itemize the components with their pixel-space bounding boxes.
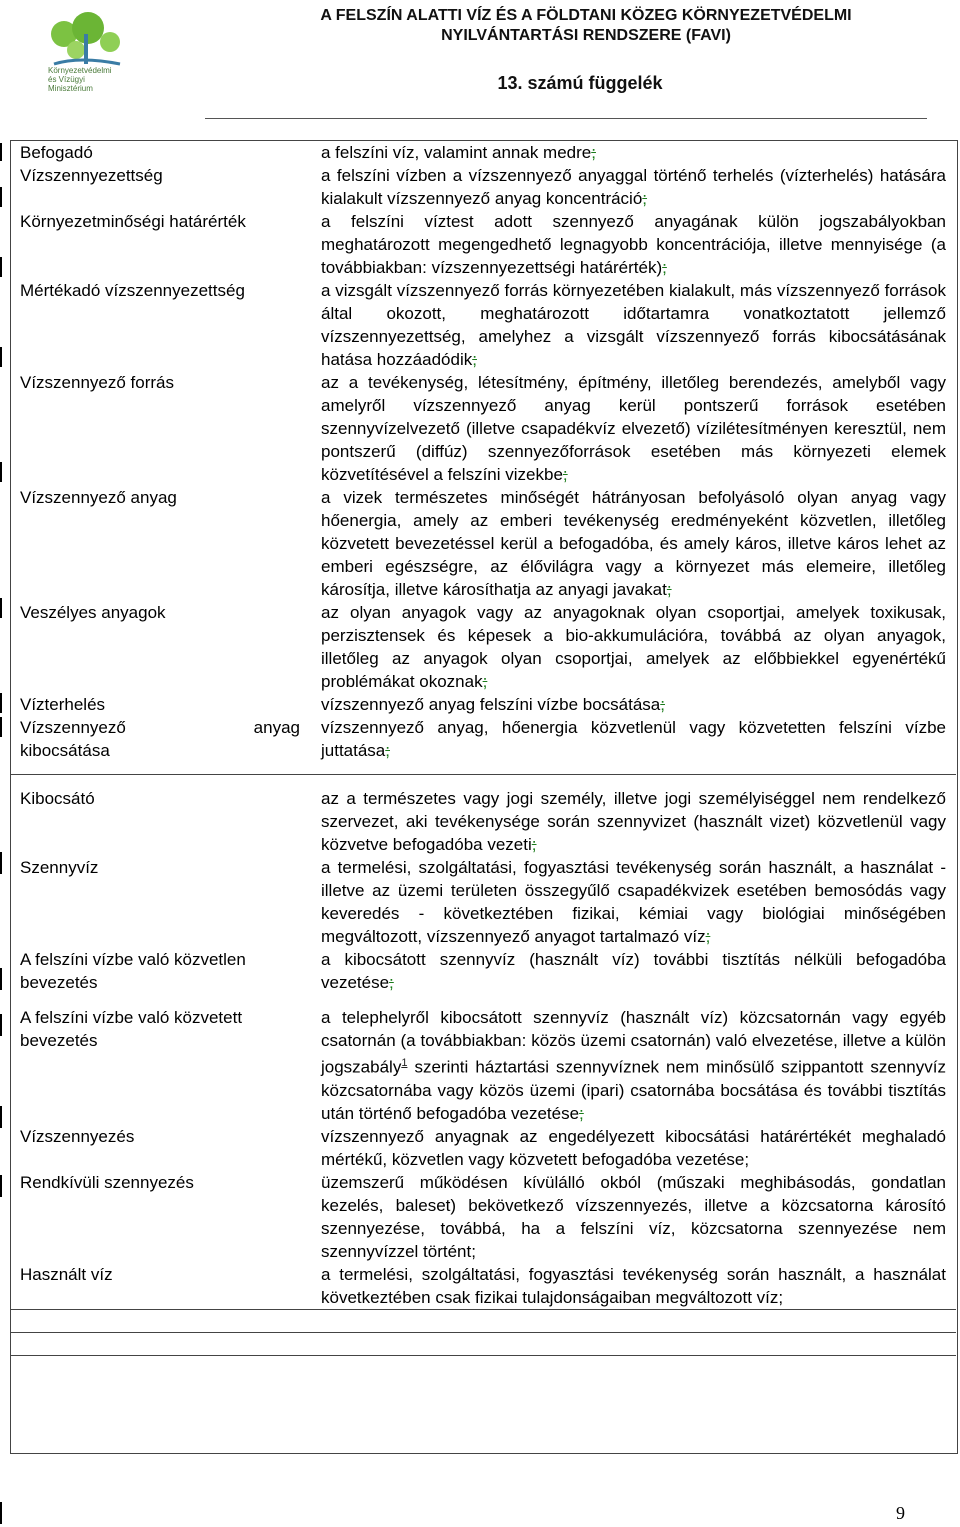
table-row	[11, 164, 956, 210]
table-row	[11, 1263, 956, 1310]
deleted-semicolon: ;	[472, 350, 477, 369]
term: Használt víz	[11, 1263, 310, 1310]
deleted-semicolon: ;	[662, 258, 667, 277]
table-row	[11, 371, 956, 486]
definition	[310, 948, 956, 994]
revision-bar	[0, 968, 2, 990]
table-row	[11, 1171, 956, 1263]
revision-bar	[0, 1175, 2, 1197]
deleted-semicolon: ;	[389, 973, 394, 992]
deleted-semicolon: ;	[579, 1103, 584, 1123]
revision-bar	[0, 1502, 2, 1524]
term: A felszíni vízbe való közvetlen bevezetés	[20, 950, 246, 992]
definition: üzemszerű működésen kívülálló okból (műszaki meghibásodás, gondatlan kezelés, baleset) bekövetkező vízszennyezés, illetve a közcsatorna károsító szennyezése, továbbá, ha a felszíni víz, közcsatorna szennyezése nem szennyvízzel történt;	[321, 1172, 946, 1261]
term: Vízszennyező anyag	[20, 488, 177, 507]
empty-row	[11, 1309, 956, 1332]
definition	[310, 164, 956, 210]
term	[11, 716, 310, 775]
term-part: anyag	[253, 718, 300, 737]
table-row	[11, 787, 956, 856]
definition	[310, 1006, 956, 1125]
revision-bar	[0, 347, 2, 367]
term: Veszélyes anyagok	[20, 603, 166, 622]
revision-bar	[0, 598, 2, 618]
title-line-2: NYILVÁNTARTÁSI RENDSZERE (FAVI)	[441, 27, 731, 44]
definition-text: a telephelyről kibocsátott szennyvíz (használt víz) közcsatornán vagy egyéb csatornán (a továbbiakban: közös üzemi csatornán) való elvezetése, illetve a külön jogszabály	[321, 1008, 946, 1077]
definition-text: a felszíni víz, valamint annak medre	[321, 143, 592, 162]
table-row	[11, 1125, 956, 1171]
definition-text: a vizek természetes minőségét hátrányosan befolyásoló olyan anyag vagy hőenergia, amely az emberi tevékenység eredményeként közvetlen, illetőleg közvetett bevezetéssel kerül a befogadóba, és amely káros, illetve káros lehet az emberi egészségre, az élővilágra vagy a környezet más elemeire, illetőleg károsítja, illetve károsíthatja az anyagi javakat	[321, 488, 946, 599]
table-row	[11, 1006, 956, 1125]
page-number: 9	[896, 1503, 905, 1523]
definition	[310, 371, 956, 486]
definition-text: az a természetes vagy jogi személy, illetve jogi személyiséggel nem rendelkező szervezet, aki tevékenysége során szennyvizet (használt vizet) közvetlenül vagy közvetve befogadóba vezeti	[321, 789, 946, 854]
term-part: kibocsátása	[20, 741, 110, 760]
appendix-label: 13. számú függelék	[497, 73, 663, 93]
definition-text: a felszíni vízben a vízszennyező anyaggal történő terhelés (vízterhelés) hatására kialakult vízszennyező anyag koncentráció	[321, 166, 946, 208]
definition-text: a kibocsátott szennyvíz (használt víz) további tisztítás nélküli befogadóba vezetése	[321, 950, 946, 992]
revision-bar	[0, 187, 2, 207]
logo-text	[48, 66, 148, 93]
definition	[310, 856, 956, 948]
term: Környezetminőségi határérték	[20, 212, 246, 231]
term: Vízterhelés	[20, 695, 106, 714]
table-row	[11, 716, 956, 775]
table-row	[11, 210, 956, 279]
definition-text: az a tevékenység, létesítmény, építmény, illetőleg berendezés, amelyből vagy amelyről vízszennyező anyag kerül pontszerű források esetében szennyvízelvezető (illetve csapadékvíz elvezető) vízilétesítményen keresztül, nem pontszerű (diffúz) szennyezőforrások esetében más környezeti elemek közvetítésével a felszíni vizekbe	[321, 373, 946, 484]
revision-bar	[0, 1106, 2, 1128]
definition	[310, 210, 956, 279]
revision-bar	[0, 257, 2, 277]
document-title	[212, 6, 960, 46]
definition	[310, 141, 956, 164]
deleted-semicolon: ;	[562, 465, 568, 484]
term: A felszíni vízbe való közvetett bevezetés	[20, 1008, 243, 1050]
deleted-semicolon: ;	[642, 189, 648, 208]
deleted-semicolon: ;	[660, 695, 665, 714]
definition-text: a felszíni víztest adott szennyező anyagának külön jogszabályokban meghatározott megengedhető legnagyobb koncentrációja, illetve mennyisége (a továbbiakban: vízszennyezettségi határérték)	[321, 212, 946, 277]
logo-line: és Vízügyi	[48, 75, 85, 84]
definitions-table	[11, 141, 956, 1356]
term-part: Vízszennyező	[20, 718, 126, 737]
table-row	[11, 279, 956, 371]
definition	[310, 601, 956, 693]
definition	[310, 486, 956, 601]
definition: vízszennyező anyagnak az engedélyezett kibocsátási határértékét meghaladó mértékű, közvetlen vagy közvetett befogadóba vezetése;	[321, 1126, 946, 1169]
deleted-semicolon: ;	[482, 672, 488, 691]
header-divider	[205, 118, 927, 119]
definition-text: az olyan anyagok vagy az anyagoknak olyan csoportjai, amelyek toxikusak, perzisztensek és képesek a bio-akkumulációra, továbbá az olyan anyagok, illetőleg az anyagok olyan csoportjai, amelyek az előbbiekkel egyenértékű problémákat okoznak	[321, 603, 946, 691]
table-row	[11, 693, 956, 716]
table-row	[11, 486, 956, 601]
definition	[310, 716, 956, 775]
logo-line: Környezetvédelmi	[48, 66, 112, 75]
term: Befogadó	[20, 143, 93, 162]
revision-bar	[0, 1014, 2, 1036]
deleted-semicolon: ;	[591, 143, 596, 162]
logo-line: Minisztérium	[48, 84, 93, 93]
term: Kibocsátó	[20, 789, 95, 808]
deleted-semicolon: ;	[666, 580, 672, 599]
term: Vízszennyező forrás	[20, 373, 175, 392]
deleted-semicolon: ;	[705, 927, 711, 946]
revision-bar	[0, 852, 2, 874]
empty-row	[11, 1332, 956, 1355]
title-line-1: A FELSZÍN ALATTI VÍZ ÉS A FÖLDTANI KÖZEG KÖRNYEZETVÉDELMI	[320, 7, 852, 24]
table-row	[11, 601, 956, 693]
revision-bar	[0, 717, 2, 737]
table-row	[11, 856, 956, 948]
table-row	[11, 948, 956, 994]
revision-bar	[0, 462, 2, 482]
revision-bar	[0, 693, 2, 713]
definition-text: vízszennyező anyag, hőenergia közvetlenül vagy közvetetten felszíni vízbe juttatása	[321, 718, 946, 760]
term: Vízszennyezettség	[20, 166, 163, 185]
deleted-semicolon: ;	[531, 835, 537, 854]
definition-text: vízszennyező anyag felszíni vízbe bocsátása	[321, 695, 661, 714]
table-row	[11, 141, 956, 164]
deleted-semicolon: ;	[385, 741, 390, 760]
revision-bar	[0, 143, 2, 161]
footnote-ref[interactable]: 1	[401, 1057, 408, 1069]
term: Rendkívüli szennyezés	[20, 1172, 194, 1192]
definition-text: szerinti háztartási szennyvíznek nem minősülő szippantott szennyvíz közcsatornába vagy közös üzemi (ipari) csatornába bocsátása és további tisztítás után történő befogadóba vezetése	[321, 1057, 946, 1123]
term: Mértékadó vízszennyezettség	[20, 281, 245, 300]
definition: a termelési, szolgáltatási, fogyasztási tevékenység során használt, a használat következtében csak fizikai tulajdonságaiban megváltozott víz;	[310, 1263, 956, 1310]
term: Szennyvíz	[20, 858, 99, 877]
term: Vízszennyezés	[20, 1126, 135, 1146]
definition	[310, 693, 956, 716]
definition-text: a vizsgált vízszennyező forrás környezetében kialakult, más vízszennyező források által okozott, meghatározott időtartamra vonatkoztatott jellemző vízszennyezettség, amelyhez a vizsgált vízszennyező forrás kibocsátásának hatása hozzáadódik	[321, 281, 946, 369]
definition	[310, 787, 956, 856]
definition	[310, 279, 956, 371]
definition-text: a termelési, szolgáltatási, fogyasztási tevékenység során használt, a használat - illetve az üzemi területen összegyűlő csapadékvizek esetében bemosódás vagy keveredés - következtében fizikai, kémiai vagy biológiai minőségében megváltozott, vízszennyező anyagot tartalmazó víz	[321, 858, 946, 946]
